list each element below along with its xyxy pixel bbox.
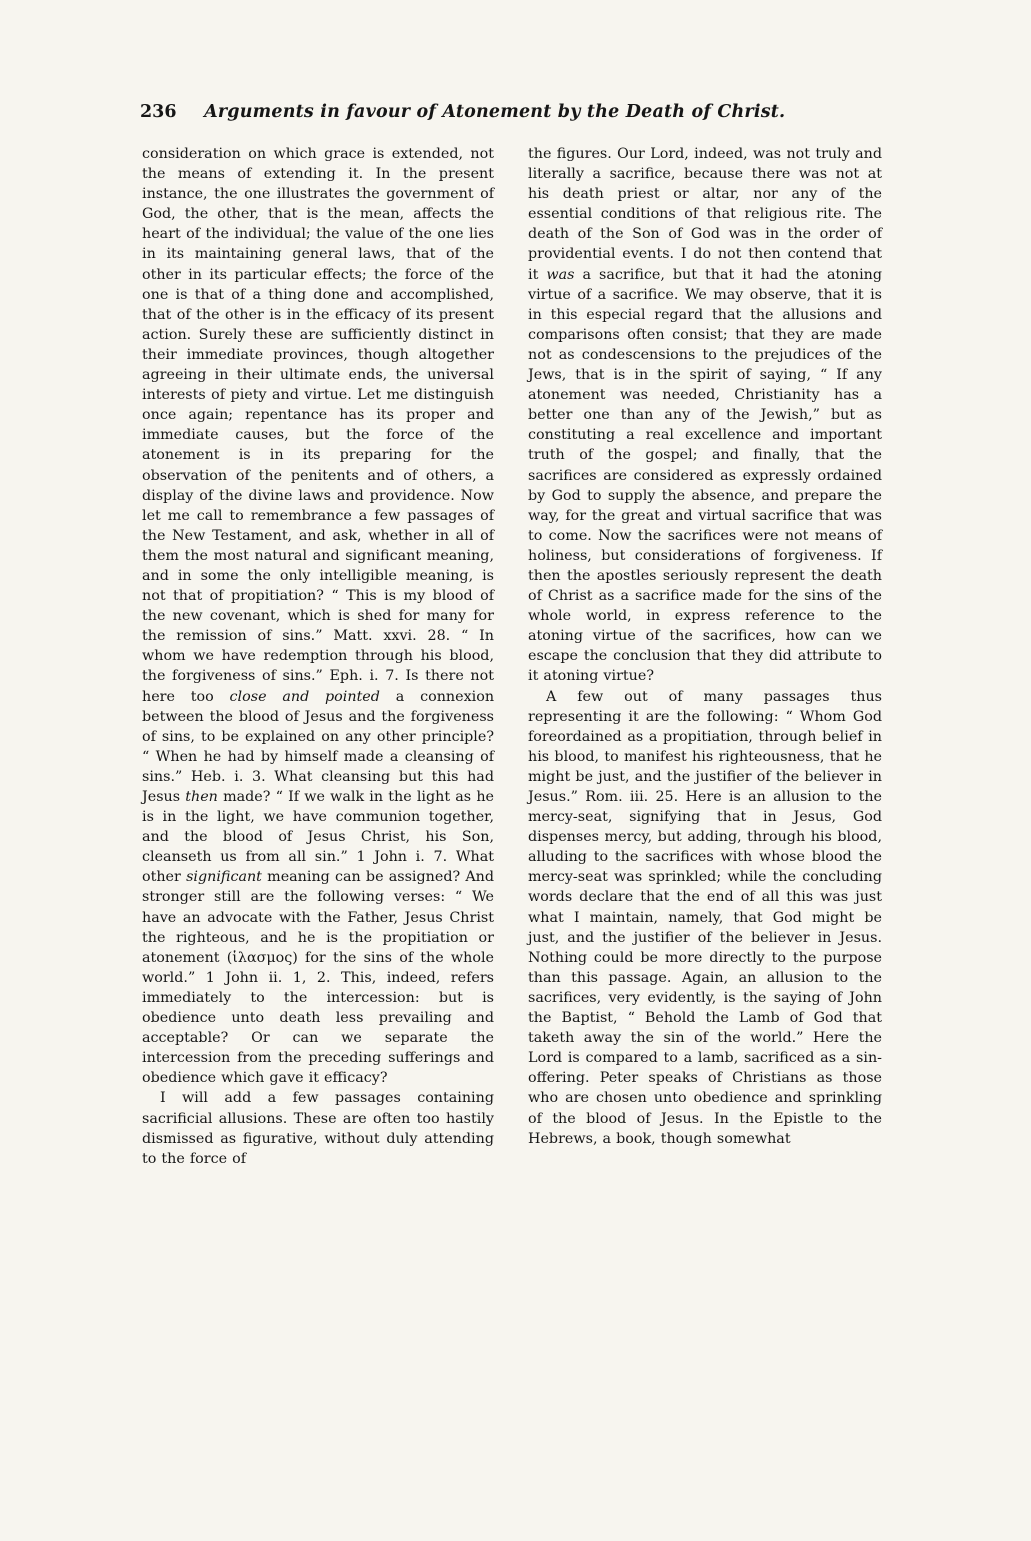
text-run: the figures. Our Lord, indeed, was not truly and literally a sacrifice, because there was not at his death priest or altar, nor any of the essential conditions of that religious rite. The death of the Son of God was in the order of providential events. I do not then contend that it — [528, 146, 882, 283]
text-run: meaning can be assigned? And stronger still are the following verses: “ We have an advocate with the Father, Jesus Christ the righteous, and he is the propitiation or atonement (ἱλασμος) for the sins of the whole world.” 1 John ii. 1, 2. This, indeed, refers immediately to the intercession: but is obedience unto death less prevailing and acceptable? Or can we separate the intercession from the preceding sufferings and obedience which gave it efficacy? — [142, 869, 495, 1087]
page-number: 236 — [140, 102, 177, 122]
paragraph — [142, 144, 494, 1088]
running-title: Arguments in favour of Atonement by the Death of Christ. — [204, 102, 786, 122]
paragraph: I will add a few passages containing sacrificial allusions. These are often too hastily dismissed as figurative, without duly attending to the force of — [142, 1090, 494, 1167]
text-run: a sacrifice, but that it had the atoning virtue of a sacrifice. We may observe, that it is in this especial regard that the allusions and comparisons often consist; that they are made not as condescensions to the prejudices of the Jews, that is in the spirit of saying, “ If any atonement was needed, Christianity has a better one than any of the Jewish,” but as constituting a real excellence and important truth of the gospel; and finally, that the sacrifices are considered as expressly ordained by God to supply the absence, and prepare the way, for the great and virtual sacrifice that was to come. Now the sacrifices were not means of holiness, but considerations of forgiveness. If then the apostles seriously represent the death of Christ as a sacrifice made for the sins of the whole world, in express reference to the atoning virtue of the sacrifices, how can we escape the conclusion that they did attribute to it atoning virtue? — [528, 266, 882, 685]
running-header — [140, 102, 830, 122]
italic-emphasis: close and pointed — [229, 688, 380, 705]
text-run: a connexion between the blood of Jesus and the forgiveness of sins, to be explained on any other principle? “ When he had by himself made a cleansing of sins.” Heb. i. 3. What cleansing but this had Jesus — [142, 688, 495, 805]
text-run: consideration on which grace is extended, not the means of extending it. In the present instance, the one illustrates the government of God, the other, that is the mean, affects the heart of the individual; the value of the one lies in its maintaining general laws, that of the other in its particular effects; the force of the one is that of a thing done and accomplished, that of the other is in the efficacy of its present action. Surely these are sufficiently distinct in their immediate provinces, though altogether agreeing in their ultimate ends, the universal interests of piety and virtue. Let me distinguish once again; repentance has its proper and immediate causes, but the force of the atonement is in its preparing for the observation of the penitents and of others, a display of the divine laws and providence. Now let me call to remembrance a few passages of the New Testament, and ask, whether in all of them the most natural and significant meaning, and in some the only intelligible meaning, is not that of propitiation? “ This is my blood of the new covenant, which is shed for many for the remission of sins.” Matt. xxvi. 28. “ In whom we have redemption through his blood, the forgiveness of sins.” Eph. i. 7. Is there not here too — [142, 146, 494, 705]
italic-emphasis: then — [185, 789, 218, 805]
italic-emphasis: was — [546, 266, 575, 283]
paragraph — [528, 144, 882, 687]
right-column — [528, 144, 882, 1149]
italic-emphasis: significant — [186, 869, 262, 886]
paragraph: A few out of many passages thus representing it are the following: “ Whom God foreordained as a propitiation, through belief in his blood, to manifest his righteousness, that he might be just, and the justifier of the believer in Jesus.” Rom. iii. 25. Here is an allusion to the mercy-seat, signifying that in Jesus, God dispenses mercy, but adding, through his blood, alluding to the sacrifices with whose blood the mercy-seat was sprinkled; while the concluding words declare that the end of all this was just what I maintain, namely, that God might be just, and the justifier of the believer in Jesus. Nothing could be more directly to the purpose than this passage. Again, an allusion to the sacrifices, very evidently, is the saying of John the Baptist, “ Behold the Lamb of God that taketh away the sin of the world.” Here the Lord is compared to a lamb, sacrificed as a sin-offering. Peter speaks of Christians as those who are chosen unto obedience and sprinkling of the blood of Jesus. In the Epistle to the Hebrews, a book, though somewhat — [528, 688, 882, 1147]
left-column — [142, 144, 494, 1169]
text-run: made? “ If we walk in the light as he is in the light, we have communion together, and the blood of Jesus Christ, his Son, cleanseth us from all sin.” 1 John i. 7. What other — [142, 789, 494, 886]
